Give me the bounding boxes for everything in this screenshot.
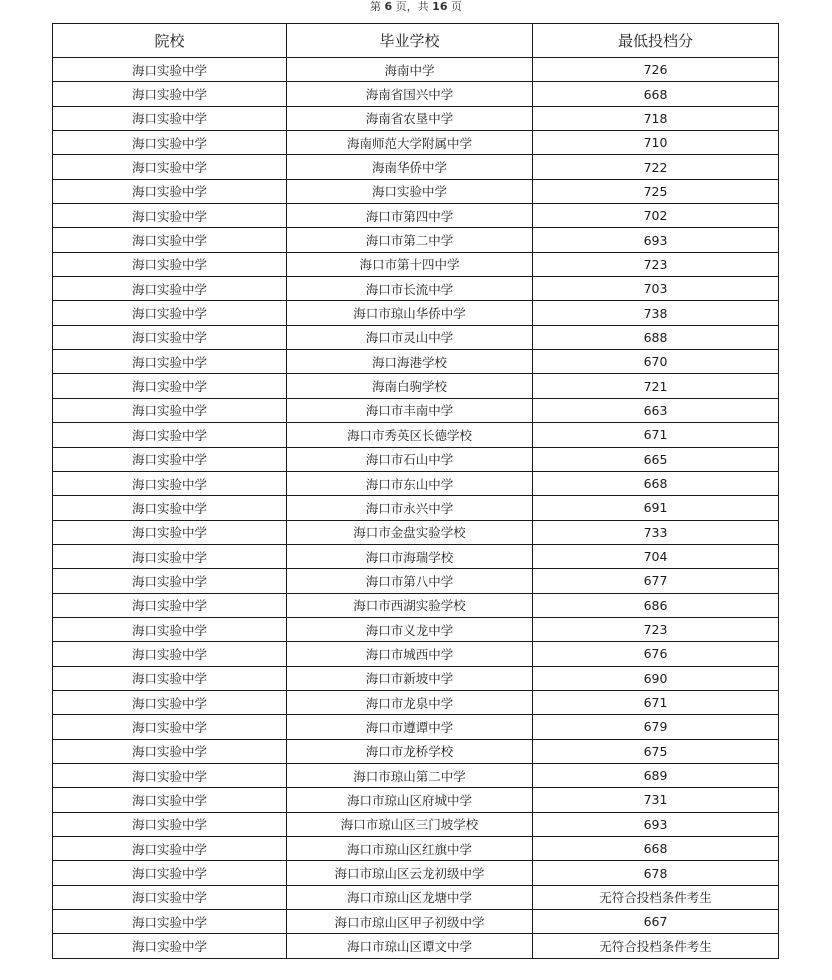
cell-school: 海口实验中学	[53, 496, 287, 520]
cell-min-score: 704	[533, 544, 779, 568]
cell-school: 海口实验中学	[53, 82, 287, 106]
cell-graduate-school: 海口市灵山中学	[287, 325, 533, 349]
table-row	[53, 837, 779, 861]
cell-school: 海口实验中学	[53, 642, 287, 666]
cell-graduate-school: 海口市永兴中学	[287, 496, 533, 520]
cell-graduate-school: 海口市琼山区三门坡学校	[287, 812, 533, 836]
cell-school: 海口实验中学	[53, 666, 287, 690]
cell-graduate-school: 海口市东山中学	[287, 471, 533, 495]
cell-min-score: 663	[533, 398, 779, 422]
cell-min-score: 670	[533, 350, 779, 374]
cell-graduate-school: 海口市第十四中学	[287, 252, 533, 276]
cell-graduate-school: 海口市第四中学	[287, 204, 533, 228]
table-row	[53, 155, 779, 179]
current-page-number: 6	[384, 0, 393, 13]
table-row	[53, 593, 779, 617]
cell-graduate-school: 海口市琼山区谭文中学	[287, 934, 533, 958]
cell-min-score: 723	[533, 252, 779, 276]
table-row	[53, 301, 779, 325]
cell-graduate-school: 海南省农垦中学	[287, 106, 533, 130]
cell-min-score: 679	[533, 715, 779, 739]
cell-graduate-school: 海口市琼山区甲子初级中学	[287, 910, 533, 934]
table-body	[53, 58, 779, 959]
cell-graduate-school: 海口市新坡中学	[287, 666, 533, 690]
cell-min-score: 702	[533, 204, 779, 228]
cell-school: 海口实验中学	[53, 593, 287, 617]
table-row	[53, 447, 779, 471]
cell-min-score: 668	[533, 837, 779, 861]
table-row	[53, 496, 779, 520]
table-row	[53, 131, 779, 155]
cell-school: 海口实验中学	[53, 228, 287, 252]
table-row	[53, 471, 779, 495]
table-row	[53, 885, 779, 909]
cell-school: 海口实验中学	[53, 301, 287, 325]
table-row	[53, 666, 779, 690]
cell-school: 海口实验中学	[53, 155, 287, 179]
table-row	[53, 910, 779, 934]
cell-school: 海口实验中学	[53, 131, 287, 155]
table-row	[53, 179, 779, 203]
cell-school: 海口实验中学	[53, 617, 287, 641]
table-row	[53, 398, 779, 422]
cell-graduate-school: 海南省国兴中学	[287, 82, 533, 106]
cell-school: 海口实验中学	[53, 374, 287, 398]
cell-min-score: 725	[533, 179, 779, 203]
cell-graduate-school: 海口市西湖实验学校	[287, 593, 533, 617]
cell-school: 海口实验中学	[53, 204, 287, 228]
cell-school: 海口实验中学	[53, 934, 287, 958]
table-row	[53, 252, 779, 276]
table-row	[53, 350, 779, 374]
cell-min-score: 686	[533, 593, 779, 617]
table-row	[53, 204, 779, 228]
cell-graduate-school: 海口市丰南中学	[287, 398, 533, 422]
cell-school: 海口实验中学	[53, 544, 287, 568]
cell-school: 海口实验中学	[53, 690, 287, 714]
cell-school: 海口实验中学	[53, 885, 287, 909]
cell-school: 海口实验中学	[53, 812, 287, 836]
cell-school: 海口实验中学	[53, 447, 287, 471]
cell-min-score: 722	[533, 155, 779, 179]
table-row	[53, 690, 779, 714]
table-row	[53, 642, 779, 666]
cell-school: 海口实验中学	[53, 788, 287, 812]
cell-school: 海口实验中学	[53, 715, 287, 739]
cell-min-score: 671	[533, 423, 779, 447]
table-row	[53, 544, 779, 568]
page-indicator	[0, 0, 832, 14]
page-prefix: 第	[370, 0, 382, 13]
cell-graduate-school: 海口市琼山区红旗中学	[287, 837, 533, 861]
table-row	[53, 277, 779, 301]
cell-min-score: 678	[533, 861, 779, 885]
cell-graduate-school: 海口市石山中学	[287, 447, 533, 471]
cell-min-score: 731	[533, 788, 779, 812]
cell-school: 海口实验中学	[53, 350, 287, 374]
table-row	[53, 934, 779, 958]
cell-school: 海口实验中学	[53, 910, 287, 934]
cell-min-score: 693	[533, 812, 779, 836]
cell-graduate-school: 海口市琼山区龙塘中学	[287, 885, 533, 909]
cell-graduate-school: 海口海港学校	[287, 350, 533, 374]
cell-school: 海口实验中学	[53, 179, 287, 203]
cell-graduate-school: 海口市遵谭中学	[287, 715, 533, 739]
cell-school: 海口实验中学	[53, 398, 287, 422]
cell-min-score: 668	[533, 471, 779, 495]
header-min-score: 最低投档分	[533, 24, 779, 58]
cell-graduate-school: 海口市海瑞学校	[287, 544, 533, 568]
cell-graduate-school: 海南师范大学附属中学	[287, 131, 533, 155]
cell-graduate-school: 海口市龙泉中学	[287, 690, 533, 714]
cell-graduate-school: 海口市长流中学	[287, 277, 533, 301]
cell-min-score: 738	[533, 301, 779, 325]
table-row	[53, 788, 779, 812]
cell-min-score: 691	[533, 496, 779, 520]
cell-graduate-school: 海南华侨中学	[287, 155, 533, 179]
cell-school: 海口实验中学	[53, 58, 287, 82]
cell-school: 海口实验中学	[53, 569, 287, 593]
cell-graduate-school: 海口市城西中学	[287, 642, 533, 666]
cell-school: 海口实验中学	[53, 471, 287, 495]
table-row	[53, 58, 779, 82]
cell-graduate-school: 海口市义龙中学	[287, 617, 533, 641]
cell-school: 海口实验中学	[53, 423, 287, 447]
total-page-number: 16	[432, 0, 448, 13]
cell-min-score: 718	[533, 106, 779, 130]
cell-school: 海口实验中学	[53, 763, 287, 787]
cell-min-score: 693	[533, 228, 779, 252]
cell-min-score: 677	[533, 569, 779, 593]
cell-graduate-school: 海口市秀英区长德学校	[287, 423, 533, 447]
cell-min-score: 723	[533, 617, 779, 641]
table-row	[53, 739, 779, 763]
cell-graduate-school: 海口市金盘实验学校	[287, 520, 533, 544]
cell-school: 海口实验中学	[53, 520, 287, 544]
cell-graduate-school: 海南中学	[287, 58, 533, 82]
table-row	[53, 617, 779, 641]
cell-min-score: 721	[533, 374, 779, 398]
cell-school: 海口实验中学	[53, 325, 287, 349]
cell-graduate-school: 海口市第八中学	[287, 569, 533, 593]
table-row	[53, 423, 779, 447]
table-row	[53, 715, 779, 739]
cell-graduate-school: 海口实验中学	[287, 179, 533, 203]
page-middle: 页，共	[395, 0, 429, 13]
cell-graduate-school: 海口市琼山区云龙初级中学	[287, 861, 533, 885]
cell-min-score: 无符合投档条件考生	[533, 885, 779, 909]
table-row	[53, 82, 779, 106]
cell-min-score: 675	[533, 739, 779, 763]
cell-school: 海口实验中学	[53, 837, 287, 861]
cell-min-score: 703	[533, 277, 779, 301]
cell-graduate-school: 海口市琼山华侨中学	[287, 301, 533, 325]
cell-graduate-school: 海口市琼山区府城中学	[287, 788, 533, 812]
cell-school: 海口实验中学	[53, 739, 287, 763]
header-graduate-school: 毕业学校	[287, 24, 533, 58]
cell-min-score: 710	[533, 131, 779, 155]
cell-graduate-school: 海口市龙桥学校	[287, 739, 533, 763]
cell-min-score: 676	[533, 642, 779, 666]
cell-graduate-school: 海南白驹学校	[287, 374, 533, 398]
cell-min-score: 671	[533, 690, 779, 714]
cell-min-score: 690	[533, 666, 779, 690]
header-school: 院校	[53, 24, 287, 58]
cell-min-score: 665	[533, 447, 779, 471]
cell-school: 海口实验中学	[53, 861, 287, 885]
admission-score-table	[52, 23, 779, 959]
cell-min-score: 688	[533, 325, 779, 349]
table-row	[53, 106, 779, 130]
table-row	[53, 569, 779, 593]
cell-min-score: 无符合投档条件考生	[533, 934, 779, 958]
cell-min-score: 733	[533, 520, 779, 544]
cell-min-score: 667	[533, 910, 779, 934]
cell-min-score: 726	[533, 58, 779, 82]
cell-school: 海口实验中学	[53, 252, 287, 276]
table-row	[53, 861, 779, 885]
page-suffix: 页	[450, 0, 462, 13]
cell-graduate-school: 海口市第二中学	[287, 228, 533, 252]
cell-school: 海口实验中学	[53, 106, 287, 130]
table-header-row	[53, 24, 779, 58]
table-row	[53, 520, 779, 544]
cell-min-score: 689	[533, 763, 779, 787]
table-row	[53, 228, 779, 252]
cell-school: 海口实验中学	[53, 277, 287, 301]
cell-min-score: 668	[533, 82, 779, 106]
table-row	[53, 812, 779, 836]
table-row	[53, 763, 779, 787]
table-row	[53, 374, 779, 398]
table-row	[53, 325, 779, 349]
cell-graduate-school: 海口市琼山第二中学	[287, 763, 533, 787]
